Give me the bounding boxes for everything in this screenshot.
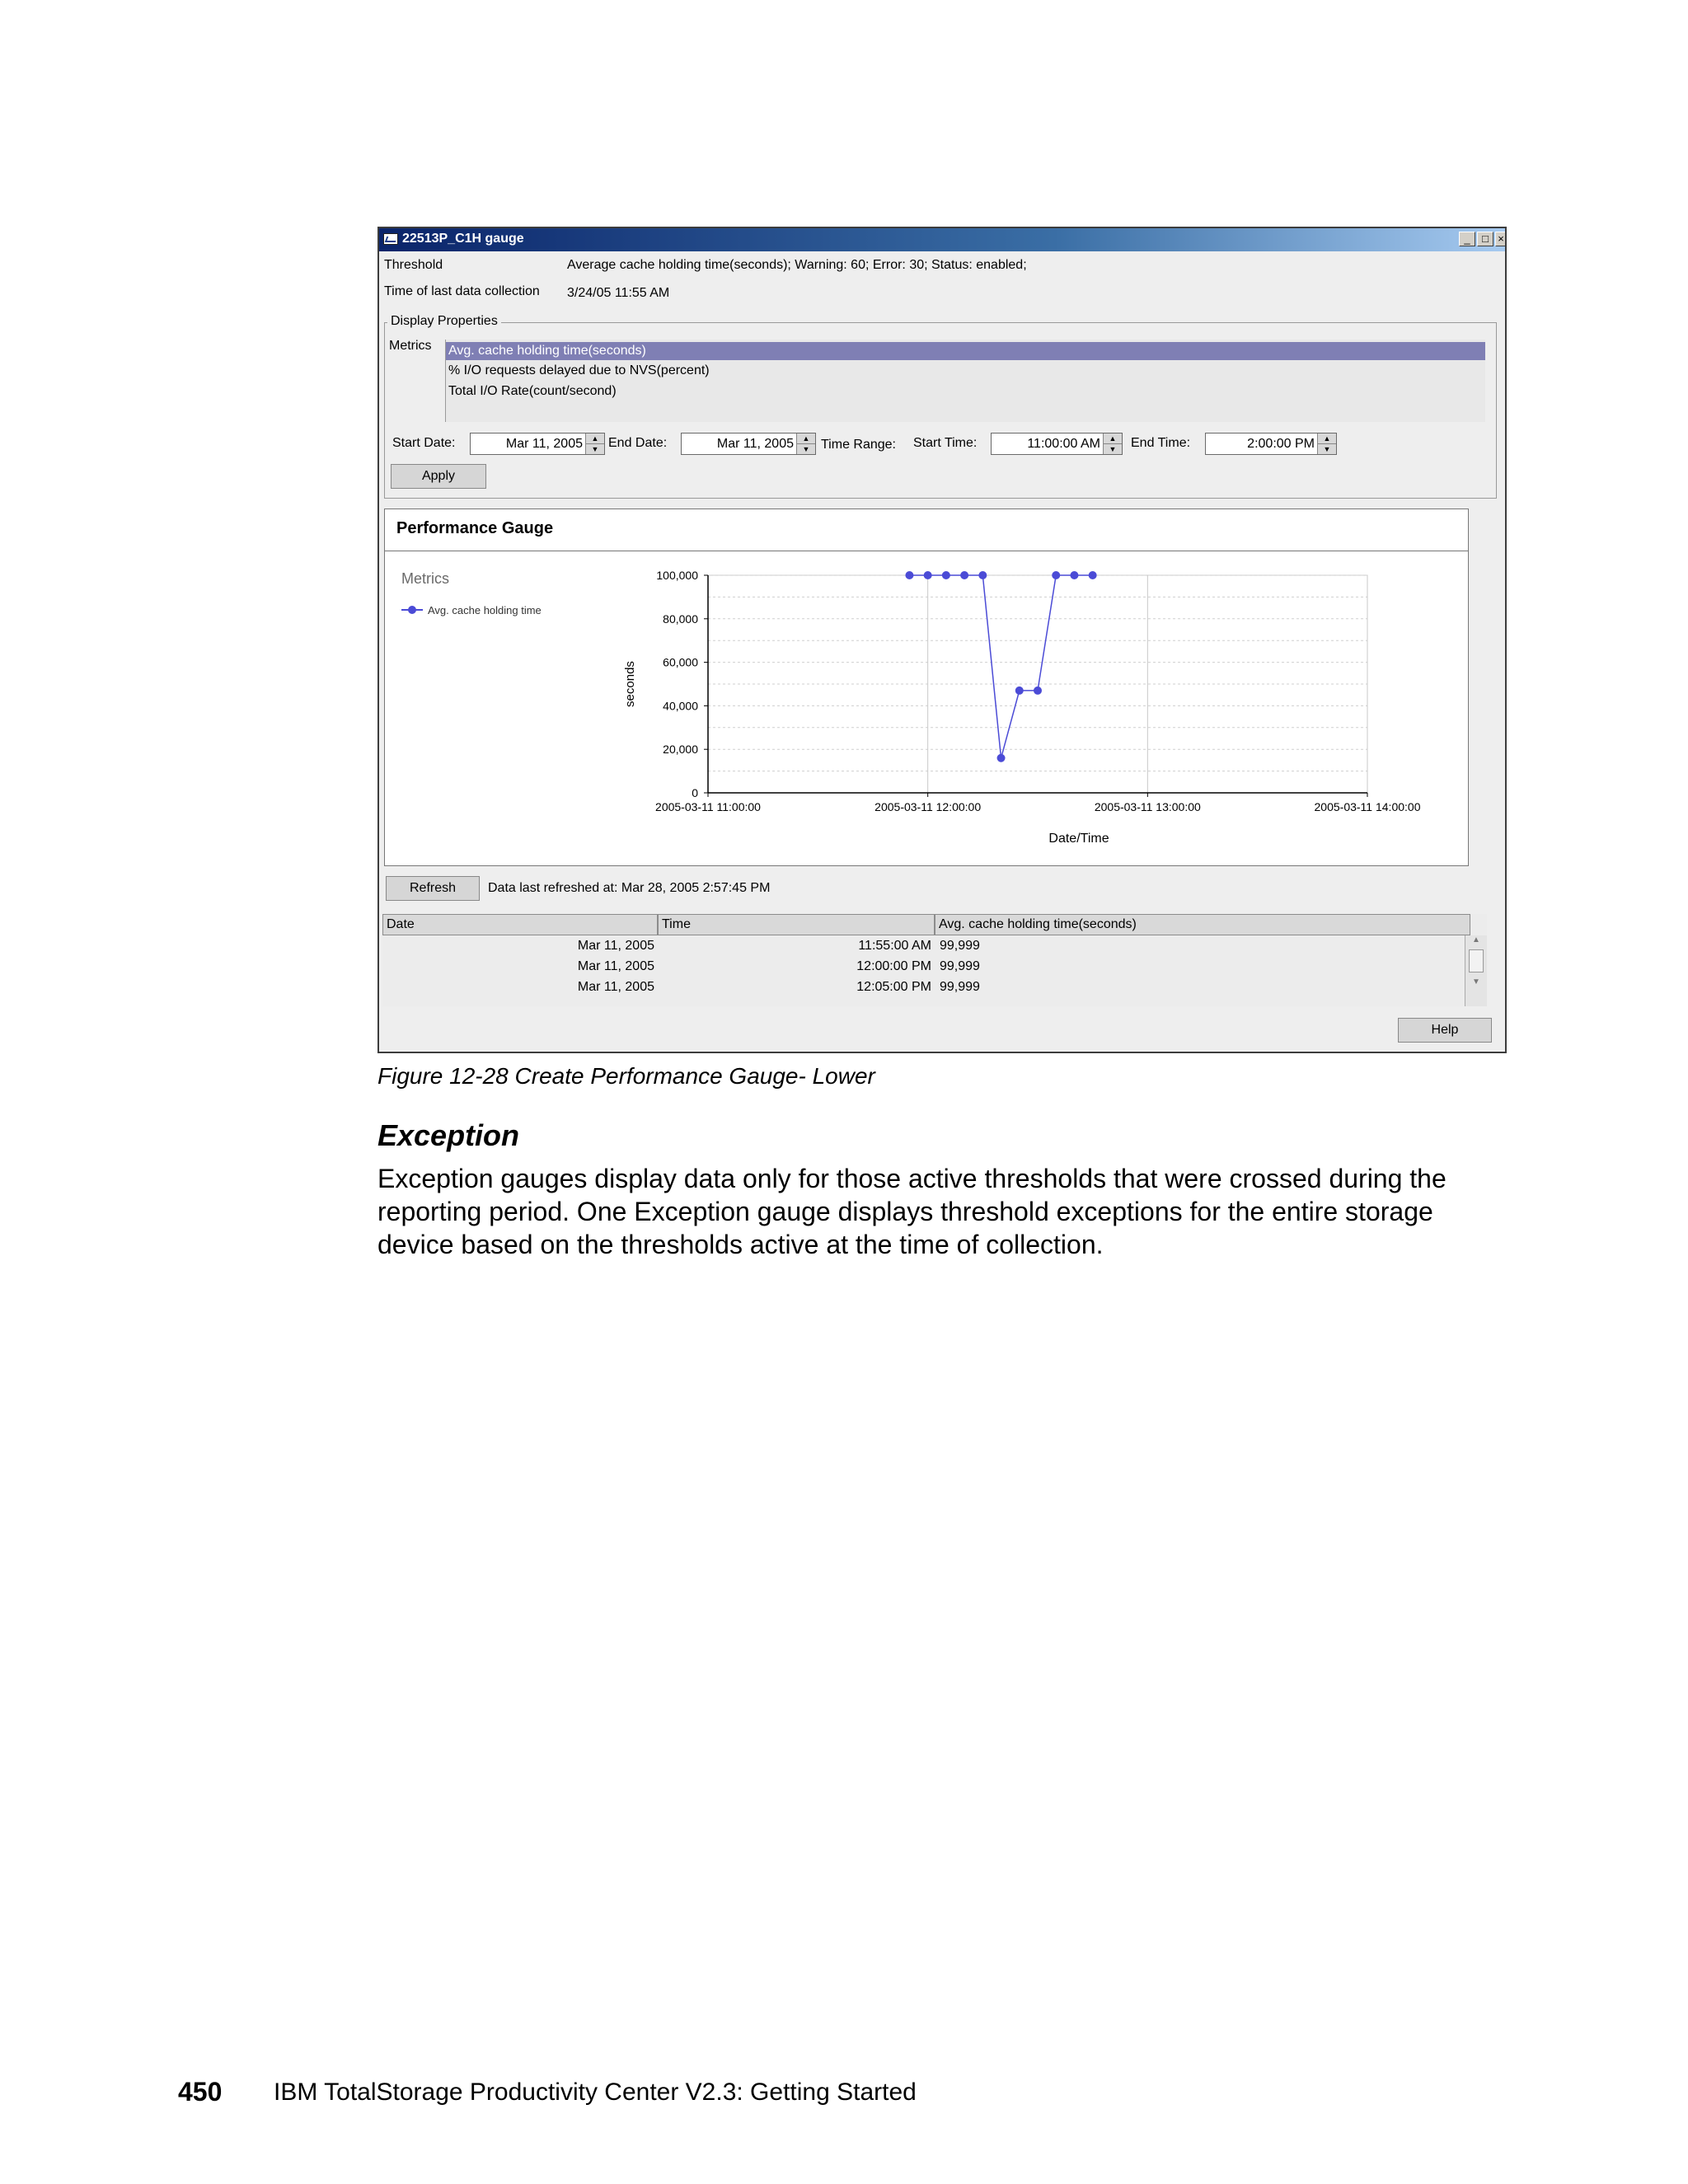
table-scrollbar[interactable] [1465, 935, 1487, 1006]
x-tick-label: 2005-03-11 12:00:00 [874, 800, 982, 813]
metric-item-nvs-delay[interactable]: % I/O requests delayed due to NVS(percent) [448, 363, 710, 377]
end-time-value: 2:00:00 PM [1247, 437, 1315, 451]
figure-caption: Figure 12-28 Create Performance Gauge- Lower [377, 1063, 875, 1089]
table-cell-time: 11:55:00 AM [858, 939, 931, 953]
apply-button[interactable]: Apply [391, 464, 486, 489]
start-date-value: Mar 11, 2005 [505, 437, 583, 451]
body-paragraph: Exception gauges display data only for those active thresholds that were crossed during the reporting period. One Exception gauge displays threshold exceptions for the entire storage device based on the thresholds active at the time of collection. [377, 1164, 1447, 1259]
scroll-down-icon[interactable]: ▼ [1472, 977, 1480, 987]
data-point [1015, 687, 1024, 695]
metrics-label: Metrics [389, 339, 432, 353]
y-tick-label: 20,000 [663, 743, 698, 757]
threshold-label: Threshold [384, 258, 443, 272]
gauge-window [377, 227, 1507, 1053]
start-time-spinner[interactable] [991, 433, 1123, 455]
metric-item-cache-holding[interactable]: Avg. cache holding time(seconds) [446, 342, 1485, 360]
table-cell-date: Mar 11, 2005 [577, 959, 654, 973]
display-properties-label: Display Properties [387, 314, 501, 329]
y-tick-label: 0 [692, 786, 698, 799]
data-point [978, 571, 987, 579]
table-cell-value: 99,999 [940, 939, 980, 953]
column-header-value[interactable]: Avg. cache holding time(seconds) [935, 914, 1470, 935]
last-refreshed-text: Data last refreshed at: Mar 28, 2005 2:57:45 PM [488, 881, 771, 895]
y-tick-label: 100,000 [656, 569, 698, 582]
legend-title: Metrics [401, 570, 449, 587]
x-tick-label: 2005-03-11 14:00:00 [1314, 800, 1421, 813]
chart-window-icon [383, 233, 398, 245]
spinner-arrows-icon[interactable]: ▲ ▼ [585, 434, 604, 454]
last-collection-value: 3/24/05 11:55 AM [567, 286, 670, 300]
metric-item-io-rate[interactable]: Total I/O Rate(count/second) [448, 384, 617, 398]
last-collection-label: Time of last data collection [384, 284, 540, 298]
section-heading: Exception [377, 1118, 520, 1152]
data-point [1052, 571, 1060, 579]
window-title: 22513P_C1H gauge [402, 232, 524, 246]
maximize-button[interactable]: □ [1477, 232, 1493, 246]
data-point [1089, 571, 1097, 579]
x-tick-label: 2005-03-11 11:00:00 [655, 800, 761, 813]
data-point [905, 571, 913, 579]
y-tick-label: 80,000 [663, 612, 698, 626]
performance-chart [385, 551, 1468, 865]
data-table [382, 914, 1487, 1006]
x-axis-label: Date/Time [1048, 832, 1109, 846]
end-date-spinner[interactable] [681, 433, 816, 455]
data-point [997, 754, 1006, 762]
refresh-button[interactable]: Refresh [386, 876, 480, 901]
start-date-spinner[interactable] [470, 433, 605, 455]
legend-marker [408, 606, 416, 614]
y-tick-label: 60,000 [663, 655, 698, 669]
close-button[interactable]: × [1495, 232, 1507, 246]
data-point [960, 571, 968, 579]
spinner-arrows-icon[interactable]: ▲ ▼ [1103, 434, 1122, 454]
start-time-label: Start Time: [913, 436, 978, 450]
gauge-header [385, 509, 1468, 551]
end-date-value: Mar 11, 2005 [716, 437, 794, 451]
plot-area [655, 569, 1421, 813]
y-tick-label: 40,000 [663, 699, 698, 713]
table-cell-time: 12:00:00 PM [856, 959, 931, 973]
metrics-list[interactable] [445, 340, 1485, 422]
spinner-arrows-icon[interactable]: ▲ ▼ [796, 434, 815, 454]
scroll-thumb[interactable] [1469, 949, 1484, 972]
table-cell-date: Mar 11, 2005 [577, 980, 654, 994]
title-bar [379, 228, 1505, 251]
data-point [924, 571, 932, 579]
table-cell-value: 99,999 [940, 959, 980, 973]
start-date-label: Start Date: [392, 436, 456, 450]
end-date-label: End Date: [608, 436, 668, 450]
scroll-up-icon[interactable]: ▲ [1472, 935, 1480, 944]
end-time-spinner[interactable] [1205, 433, 1337, 455]
end-time-label: End Time: [1131, 436, 1191, 450]
threshold-value: Average cache holding time(seconds); Warning: 60; Error: 30; Status: enabled; [567, 258, 1027, 272]
start-time-value: 11:00:00 AM [1027, 437, 1100, 451]
footer-title: IBM TotalStorage Productivity Center V2.3: Getting Started [274, 2079, 917, 2106]
column-header-time[interactable]: Time [658, 914, 935, 935]
performance-gauge-panel [384, 509, 1469, 866]
table-cell-time: 12:05:00 PM [856, 980, 931, 994]
minimize-button[interactable]: _ [1459, 232, 1475, 246]
page-number: 450 [178, 2077, 223, 2107]
data-point [1070, 571, 1078, 579]
gauge-title: Performance Gauge [396, 519, 554, 537]
legend-series-label: Avg. cache holding time [428, 604, 542, 616]
x-tick-label: 2005-03-11 13:00:00 [1094, 800, 1201, 813]
data-point [942, 571, 950, 579]
table-cell-value: 99,999 [940, 980, 980, 994]
data-point [1034, 687, 1042, 695]
table-cell-date: Mar 11, 2005 [577, 939, 654, 953]
y-axis-label: seconds [623, 661, 637, 707]
time-range-label: Time Range: [821, 438, 896, 452]
column-header-date[interactable]: Date [382, 914, 658, 935]
help-button[interactable]: Help [1398, 1018, 1492, 1043]
spinner-arrows-icon[interactable]: ▲ ▼ [1317, 434, 1336, 454]
